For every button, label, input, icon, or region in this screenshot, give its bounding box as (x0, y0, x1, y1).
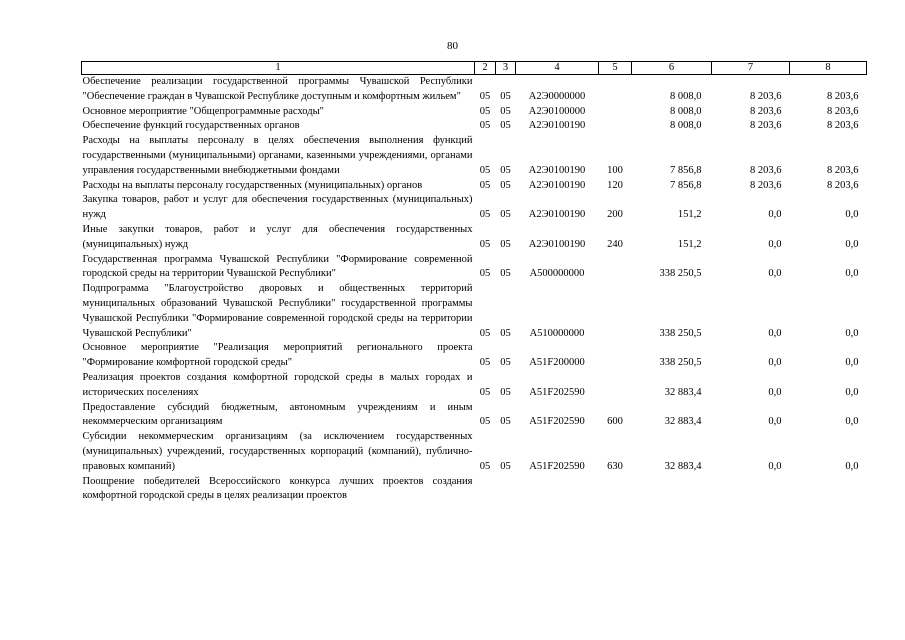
amount-col-7: 8 203,6 (750, 105, 782, 117)
amount-col-7: 0,0 (768, 357, 782, 369)
table-row (82, 119, 867, 134)
amount-col-8: 0,0 (845, 416, 859, 428)
amount-col-6: 32 883,4 (664, 386, 702, 398)
target-article-code: А2Э0100190 (528, 164, 586, 176)
subsection-code: 05 (500, 460, 511, 472)
subsection-code: 05 (500, 209, 511, 221)
table-row (82, 105, 867, 120)
expense-type-code (599, 475, 632, 505)
row-name: Расходы на выплаты персоналу в целях обеспечения выполнения функций государственными (муниципальными) органами, казенными учреждениями, органами управления государственными внебюджетными фондами (82, 135, 473, 176)
expense-type-code (599, 341, 632, 371)
target-article-code: А2Э0100190 (528, 209, 586, 221)
budget-table (81, 61, 867, 504)
section-code: 05 (479, 268, 491, 280)
amount-col-7: 0,0 (768, 416, 782, 428)
section-code: 05 (479, 416, 491, 428)
table-row (82, 401, 867, 431)
target-article-code: А51F200000 (529, 357, 585, 369)
amount-col-6: 7 856,8 (670, 179, 702, 191)
section-code: 05 (479, 164, 491, 176)
table-row (82, 430, 867, 474)
subsection-code: 05 (500, 90, 511, 102)
section-code: 05 (479, 386, 491, 398)
header-col-5: 5 (599, 62, 632, 75)
amount-col-8 (790, 475, 867, 505)
target-article-code: А51F202590 (529, 416, 585, 428)
row-name: Предоставление субсидий бюджетным, автономным учреждениям и иным некоммерческим организациям (82, 401, 473, 428)
table-header (82, 62, 867, 75)
amount-col-7: 8 203,6 (750, 90, 782, 102)
table-row (82, 371, 867, 401)
header-col-7: 7 (712, 62, 790, 75)
target-article-code: А2Э0100190 (528, 120, 586, 132)
section-code: 05 (479, 90, 491, 102)
section-code (475, 475, 496, 505)
section-code: 05 (479, 209, 491, 221)
amount-col-6: 151,2 (677, 238, 702, 250)
amount-col-7: 8 203,6 (750, 164, 782, 176)
header-col-8: 8 (790, 62, 867, 75)
amount-col-7: 0,0 (768, 327, 782, 339)
table-row (82, 223, 867, 253)
section-code: 05 (479, 357, 491, 369)
expense-type-code (599, 282, 632, 341)
expense-type-code: 240 (607, 238, 623, 250)
header-col-2: 2 (475, 62, 496, 75)
amount-col-8: 0,0 (845, 209, 859, 221)
table-row (82, 341, 867, 371)
amount-col-7: 0,0 (768, 209, 782, 221)
subsection-code: 05 (500, 179, 511, 191)
expense-type-code (599, 105, 632, 120)
amount-col-8: 0,0 (845, 268, 859, 280)
subsection-code: 05 (500, 120, 511, 132)
target-article-code: А500000000 (529, 268, 585, 280)
amount-col-8: 8 203,6 (827, 179, 859, 191)
section-code: 05 (479, 105, 491, 117)
table-row (82, 75, 867, 105)
subsection-code: 05 (500, 268, 511, 280)
target-article-code: А51F202590 (529, 386, 585, 398)
row-name: Основное мероприятие "Общепрограммные расходы" (82, 105, 324, 117)
section-code: 05 (479, 327, 491, 339)
table-row (82, 193, 867, 223)
table-row (82, 253, 867, 283)
expense-type-code: 600 (607, 416, 623, 428)
table-row (82, 282, 867, 341)
target-article-code: А2Э0100190 (528, 238, 586, 250)
amount-col-7: 8 203,6 (750, 179, 782, 191)
amount-col-6: 32 883,4 (664, 460, 702, 472)
header-col-3: 3 (496, 62, 516, 75)
table-row (82, 134, 867, 178)
row-name: Реализация проектов создания комфортной городской среды в малых городах и исторических поселениях (82, 371, 473, 398)
target-article-code: А2Э0100190 (528, 179, 586, 191)
table-row (82, 179, 867, 194)
subsection-code: 05 (500, 357, 511, 369)
expense-type-code: 120 (607, 179, 623, 191)
amount-col-8: 0,0 (845, 386, 859, 398)
section-code: 05 (479, 120, 491, 132)
subsection-code: 05 (500, 105, 511, 117)
row-name: Расходы на выплаты персоналу государственных (муниципальных) органов (82, 179, 423, 191)
row-name: Обеспечение реализации государственной программы Чувашской Республики "Обеспечение граждан в Чувашской Республике доступным и комфортным жильем" (82, 76, 473, 102)
row-name: Поощрение победителей Всероссийского конкурса лучших проектов создания комфортной городской среды в целях реализации проектов (82, 475, 473, 502)
expense-type-code (599, 75, 632, 105)
page-number: 80 (447, 40, 458, 52)
amount-col-6: 8 008,0 (670, 90, 702, 102)
target-article-code: А510000000 (529, 327, 585, 339)
row-name: Основное мероприятие "Реализация мероприятий регионального проекта "Формирование комфортной городской среды" (82, 342, 473, 369)
subsection-code (496, 475, 516, 505)
target-article-code (516, 475, 599, 505)
section-code: 05 (479, 460, 491, 472)
expense-type-code: 200 (607, 209, 623, 221)
table-body (82, 75, 867, 505)
subsection-code: 05 (500, 327, 511, 339)
row-name: Обеспечение функций государственных органов (82, 120, 300, 132)
section-code: 05 (479, 238, 491, 250)
subsection-code: 05 (500, 238, 511, 250)
header-row (82, 62, 867, 75)
amount-col-8: 0,0 (845, 327, 859, 339)
amount-col-7: 0,0 (768, 460, 782, 472)
amount-col-6: 32 883,4 (664, 416, 702, 428)
row-name: Государственная программа Чувашской Республики "Формирование современной городской среды на территории Чувашской Республики" (82, 253, 473, 280)
amount-col-8: 0,0 (845, 238, 859, 250)
header-col-4: 4 (516, 62, 599, 75)
amount-col-6: 8 008,0 (670, 120, 702, 132)
expense-type-code: 630 (607, 460, 623, 472)
amount-col-6: 7 856,8 (670, 164, 702, 176)
subsection-code: 05 (500, 416, 511, 428)
expense-type-code (599, 253, 632, 283)
amount-col-7: 0,0 (768, 238, 782, 250)
subsection-code: 05 (500, 386, 511, 398)
amount-col-8: 8 203,6 (827, 105, 859, 117)
amount-col-6: 151,2 (677, 209, 702, 221)
expense-type-code: 100 (607, 164, 623, 176)
amount-col-8: 0,0 (845, 357, 859, 369)
subsection-code: 05 (500, 164, 511, 176)
target-article-code: А2Э0100000 (528, 105, 586, 117)
row-name: Субсидии некоммерческим организациям (за исключением государственных (муниципальных) учреждений, государственных корпораций (компаний), публично-правовых компаний) (82, 431, 473, 472)
amount-col-6: 8 008,0 (670, 105, 702, 117)
amount-col-6: 338 250,5 (659, 268, 702, 280)
row-name: Иные закупки товаров, работ и услуг для обеспечения государственных (муниципальных) нужд (82, 223, 473, 250)
target-article-code: А2Э0000000 (528, 90, 586, 102)
amount-col-7 (712, 475, 790, 505)
amount-col-8: 0,0 (845, 460, 859, 472)
amount-col-6: 338 250,5 (659, 327, 702, 339)
header-col-6: 6 (632, 62, 712, 75)
amount-col-6: 338 250,5 (659, 357, 702, 369)
expense-type-code (599, 119, 632, 134)
amount-col-8: 8 203,6 (827, 120, 859, 132)
target-article-code: А51F202590 (529, 460, 585, 472)
row-name: Закупка товаров, работ и услуг для обеспечения государственных (муниципальных) нужд (82, 194, 473, 221)
amount-col-8: 8 203,6 (827, 164, 859, 176)
table-row (82, 475, 867, 505)
amount-col-8: 8 203,6 (827, 90, 859, 102)
amount-col-6 (632, 475, 712, 505)
section-code: 05 (479, 179, 491, 191)
amount-col-7: 0,0 (768, 386, 782, 398)
header-col-1: 1 (82, 62, 475, 75)
amount-col-7: 8 203,6 (750, 120, 782, 132)
expense-type-code (599, 371, 632, 401)
row-name: Подпрограмма "Благоустройство дворовых и общественных территорий муниципальных образований Чувашской Республики" государственной программы Чувашской Республики "Формирование современной городской среды на территории Чувашской Республики" (82, 283, 473, 339)
amount-col-7: 0,0 (768, 268, 782, 280)
